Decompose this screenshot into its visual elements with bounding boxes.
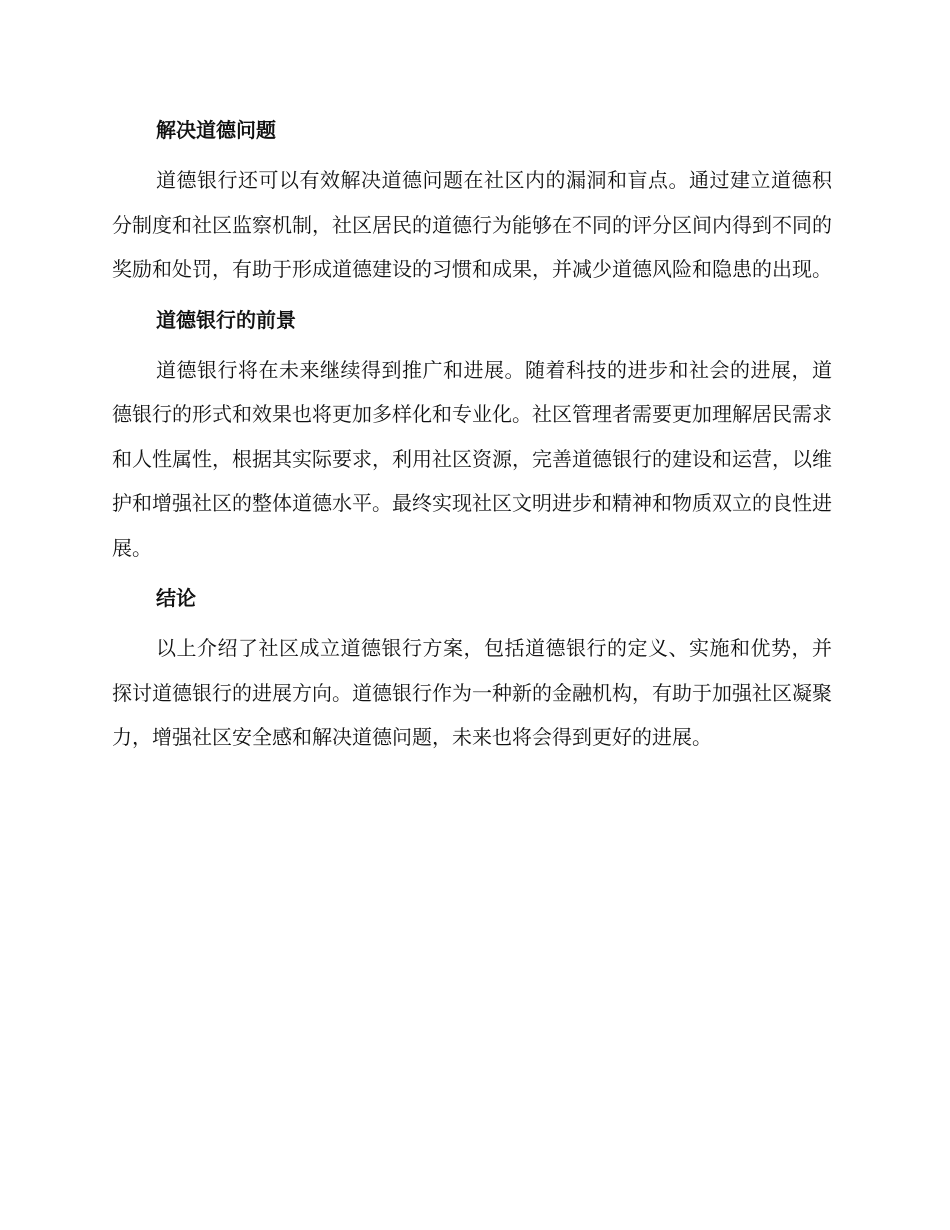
section-body-prospects: 道德银行将在未来继续得到推广和进展。随着科技的进步和社会的进展，道德银行的形式和效果也将更加多样化和专业化。社区管理者需要更加理解居民需求和人性属性，根据其实际要求，利用社区资源，完善道德银行的建设和运营，以维护和增强社区的整体道德水平。最终实现社区文明进步和精神和物质双立的良性进展。 xyxy=(112,357,832,560)
document-page xyxy=(112,108,832,766)
section-body-moral-problems: 道德银行还可以有效解决道德问题在社区内的漏洞和盲点。通过建立道德积分制度和社区监察机制，社区居民的道德行为能够在不同的评分区间内得到不同的奖励和处罚，有助于形成道德建设的习惯和成果，并减少道德风险和隐患的出现。 xyxy=(112,168,832,281)
section-heading-prospects: 道德银行的前景 xyxy=(156,307,296,332)
section-heading-conclusion: 结论 xyxy=(156,586,196,610)
section-body-conclusion: 以上介绍了社区成立道德银行方案，包括道德银行的定义、实施和优势，并探讨道德银行的进展方向。道德银行作为一种新的金融机构，有助于加强社区凝聚力，增强社区安全感和解决道德问题，未来也将会得到更好的进展。 xyxy=(112,636,832,749)
section-heading-moral-problems: 解决道德问题 xyxy=(156,118,276,142)
